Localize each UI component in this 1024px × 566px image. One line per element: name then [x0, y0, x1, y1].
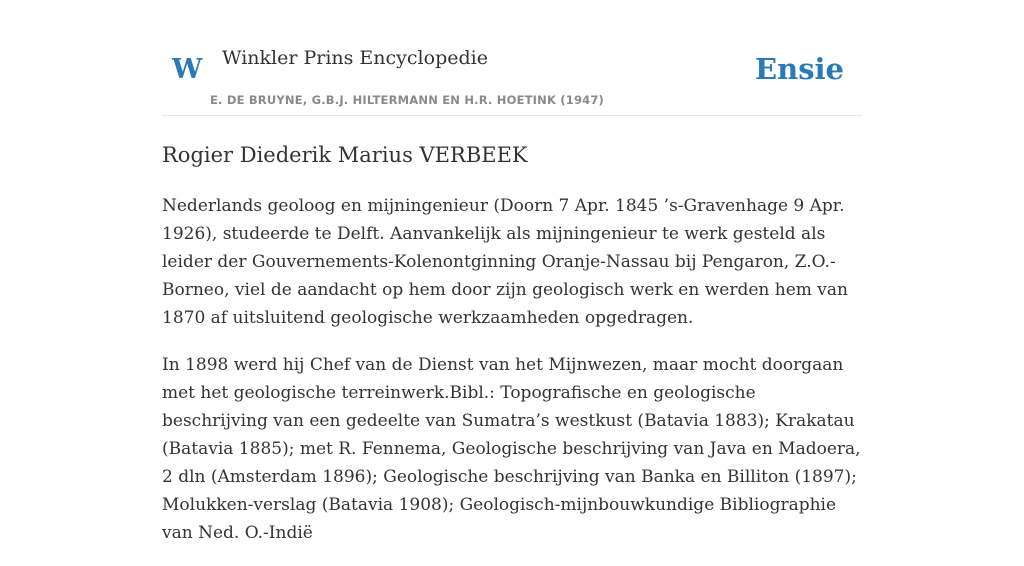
- source-logo[interactable]: W: [172, 54, 203, 85]
- source-authors: E. DE BRUYNE, G.B.J. HILTERMANN EN H.R. HOETINK (1947): [210, 93, 605, 107]
- article-body: [162, 192, 862, 566]
- source-header: [162, 0, 862, 116]
- article-paragraph: Nederlands geoloog en mijningenieur (Doorn 7 Apr. 1845 ’s-Gravenhage 9 Apr. 1926), studeerde te Delft. Aanvankelijk als mijningenieur te werk gesteld als leider der Gouvernements-Kolenontginning Oranje-Nassau bij Pengaron, Z.O.-Borneo, viel de aandacht op hem door zijn geologisch werk en werden hem van 1870 af uitsluitend geologische werkzaamheden opgedragen.: [162, 196, 848, 328]
- ensie-brand-logo[interactable]: Ensie: [755, 52, 844, 86]
- article-paragraph: In 1898 werd hij Chef van de Dienst van het Mijnwezen, maar mocht doorgaan met het geologische terreinwerk.Bibl.: Topografische en geologische beschrijving van een gedeelte van Sumatra’s westkust (Batavia 1883); Krakatau (Batavia 1885); met R. Fennema, Geologische beschrijving van Java en Madoera, 2 dln (Amsterdam 1896); Geologische beschrijving van Banka en Billiton (1897); Molukken-verslag (Batavia 1908); Geologisch-mijnbouwkundige Bibliographie van Ned. O.-Indië: [162, 355, 861, 543]
- source-title-link[interactable]: Winkler Prins Encyclopedie: [222, 47, 488, 69]
- article-title: Rogier Diederik Marius VERBEEK: [162, 143, 528, 167]
- article-page: [162, 0, 862, 543]
